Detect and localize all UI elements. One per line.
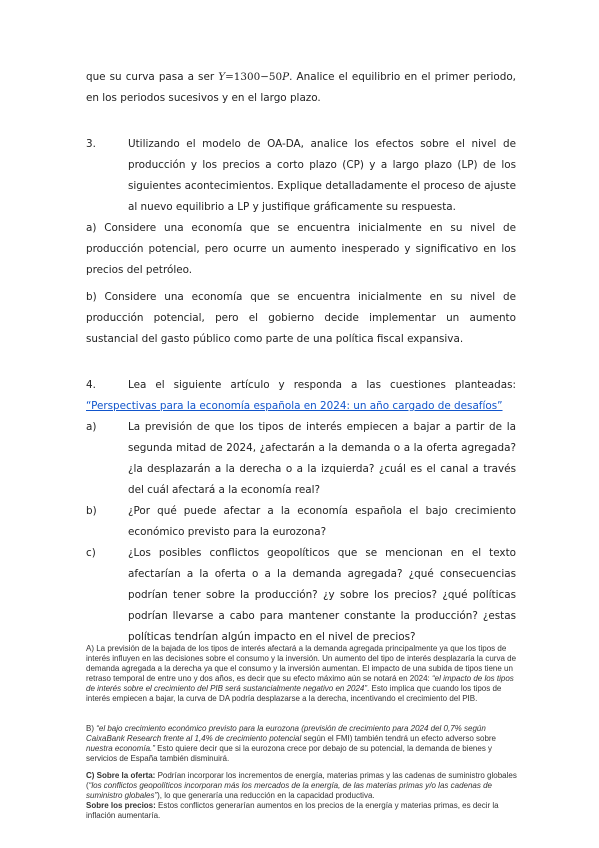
intro-text-before: que su curva pasa a ser	[86, 71, 215, 83]
answer-b: B) “el bajo crecimiento económico previsto para la eurozona (previsión de crecimiento para 2024 del 0,7% según CaixaBank Research frente al 1,4% de crecimiento potencial según el FMI) también tendrá un efecto adverso sobre nuestra economía.” Esto quiere decir que si la eurozona crece por debajo de su potencial, la demanda de bienes y servicios de España también disminuirá.	[86, 724, 497, 764]
question-4-item-text: La previsión de que los tipos de interés empiecen a bajar a partir de la segunda mitad de 2024, ¿afectarán a la demanda o a la oferta agregada? ¿la desplazarán a la derecha o a la izquierda? ¿cuál es el canal a través del cuál afectará a la economía real?	[128, 421, 516, 496]
aggregate-demand-formula: Y=1300−50P	[218, 71, 290, 83]
answer-c-quote: “los conflictos geopolíticos incorporan más los mercados de la energía, de las materias primas y/o las cadenas de suministro globales”	[86, 781, 492, 801]
question-3-part-a: a) Considere una economía que se encuentra inicialmente en su nivel de producción potencial, pero ocurre un aumento inesperado y significativo en los precios del petróleo.	[86, 222, 516, 276]
answer-a: A) La previsión de la bajada de los tipos de interés afectará a la demanda agregada principalmente ya que los tipos de interés influyen en las decisiones sobre el consumo y la inversión. Un aumento del tipo de interés desplazaría la curva de demanda agregada a la derecha ya que el consumo y la inversión aumentan. El impacto de una subida de tipos tiene un retraso temporal de entre uno y dos años, es decir que su efecto máximo aún se notará en 2024: “el impacto de los tipos de interés sobre el crecimiento del PIB será sustancialmente negativo en 2024”. Esto implica que cuando los tipos de interés empiecen a bajar, la curva de DA podría desplazarse a la derecha, incentivando el crecimiento del PIB.	[86, 644, 517, 704]
question-4-item	[86, 417, 516, 501]
intro-text-after: . Analice el equilibrio en el primer periodo, en los periodos sucesivos y en el largo plazo.	[86, 71, 516, 104]
answer-c-label: C) Sobre la oferta:	[86, 771, 156, 780]
question-4-statement	[86, 375, 516, 417]
article-link[interactable]: “Perspectivas para la economía española en 2024: un año cargado de desafíos”	[86, 400, 503, 412]
answer-b-quote: “el bajo crecimiento económico previsto para la eurozona (previsión de crecimiento para 2024 del 0,7% según CaixaBank Research frente al 1,4% de crecimiento potencial	[86, 724, 486, 744]
question-3-statement	[86, 134, 516, 218]
question-4-item	[86, 543, 516, 648]
question-4-item-label: c)	[86, 547, 96, 559]
question-4-item	[86, 501, 516, 543]
answer-prices-label: Sobre los precios:	[86, 801, 156, 811]
question-4	[86, 375, 516, 648]
question-4-text: Lea el siguiente artículo y responda a las cuestiones planteadas:	[128, 379, 516, 391]
answer-c: C) Sobre la oferta: Podrían incorporar los incrementos de energía, materias primas y las cadenas de suministro globales (“los conflictos geopolíticos incorporan más los mercados de la energía, de las materias primas y/o las cadenas de suministro globales”), lo que generaría una reducción en la capacidad productiva. Sobre los precios: Estos conflictos generarían aumentos en los precios de la energía y materias primas, es decir la inflación aumentaría.	[86, 771, 517, 821]
question-4-item-text: ¿Los posibles conflictos geopolíticos que se mencionan en el texto afectarían a la oferta o a la demanda agregada? ¿qué consecuencias podrían tener sobre la producción? ¿y sobre los precios? ¿qué políticas podrían llevarse a cabo para mantener constante la producción? ¿estas políticas tendrían algún impacto en el nivel de precios?	[128, 547, 516, 643]
question-3-number: 3.	[86, 138, 96, 150]
question-4-number: 4.	[86, 379, 96, 391]
question-4-item-label: a)	[86, 421, 97, 433]
answer-a-quote: “el impacto de los tipos de interés sobre el crecimiento del PIB será sustancialmente negativo en 2024”	[86, 674, 514, 694]
intro-paragraph	[86, 67, 516, 109]
question-3-text: Utilizando el modelo de OA-DA, analice los efectos sobre el nivel de producción y los precios a corto plazo (CP) y a largo plazo (LP) de los siguientes acontecimientos. Explique detalladamente el proceso de ajuste al nuevo equilibrio a LP y justifique gráficamente su respuesta.	[128, 138, 516, 213]
question-4-item-label: b)	[86, 505, 97, 517]
question-4-item-text: ¿Por qué puede afectar a la economía española el bajo crecimiento económico previsto para la eurozona?	[128, 505, 516, 538]
question-3	[86, 134, 516, 350]
question-3-part-b: b) Considere una economía que se encuentra inicialmente en su nivel de producción potencial, pero el gobierno decide implementar un aumento sustancial del gasto público como parte de una política fiscal expansiva.	[86, 291, 516, 345]
